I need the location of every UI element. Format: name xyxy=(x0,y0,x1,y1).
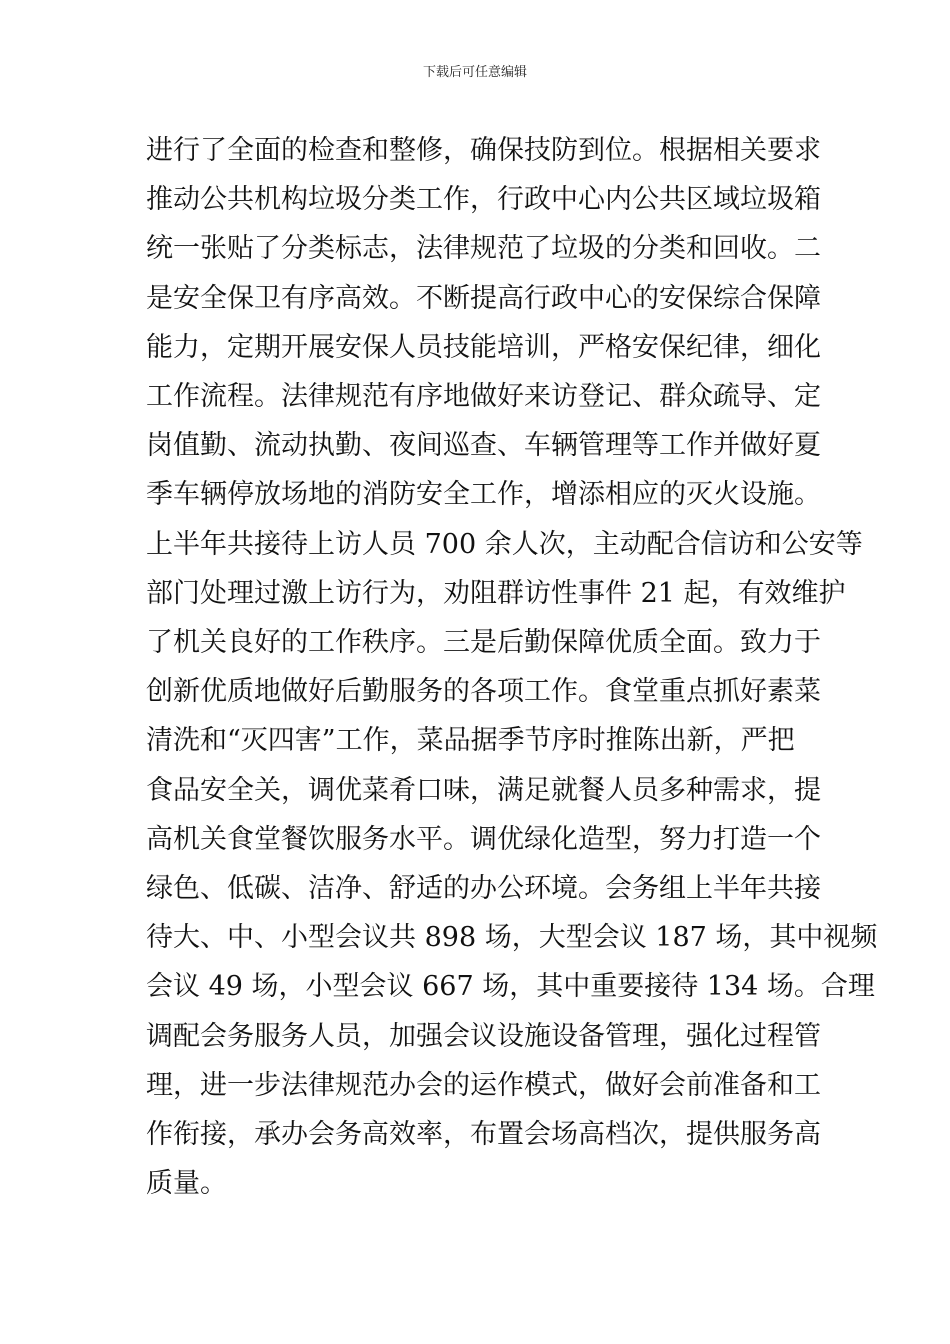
text-line: 会议 49 场，小型会议 667 场，其中重要接待 134 场。合理 xyxy=(146,971,875,1003)
text-line: 季车辆停放场地的消防安全工作，增添相应的灭火设施。 xyxy=(146,479,821,511)
text-line: 进行了全面的检查和整修，确保技防到位。根据相关要求 xyxy=(146,135,821,166)
text-line: 待大、中、小型会议共 898 场，大型会议 187 场，其中视频 xyxy=(146,922,878,954)
text-line: 能力，定期开展安保人员技能培训，严格安保纪律，细化 xyxy=(146,331,821,363)
text-line: 清洗和“灭四害”工作，菜品据季节序时推陈出新，严把 xyxy=(146,725,795,757)
text-line: 推动公共机构垃圾分类工作，行政中心内公共区域垃圾箱 xyxy=(146,184,821,216)
body-paragraph xyxy=(146,126,878,1208)
text-line: 上半年共接待上访人员 700 余人次，主动配合信访和公安等 xyxy=(146,528,863,560)
text-line: 是安全保卫有序高效。不断提高行政中心的安保综合保障 xyxy=(146,282,821,314)
text-line: 了机关良好的工作秩序。三是后勤保障优质全面。致力于 xyxy=(146,627,821,659)
text-line: 部门处理过激上访行为，劝阻群访性事件 21 起，有效维护 xyxy=(146,577,846,609)
text-line: 高机关食堂餐饮服务水平。调优绿化造型，努力打造一个 xyxy=(146,823,821,855)
text-line: 调配会务服务人员，加强会议设施设备管理，强化过程管 xyxy=(146,1020,821,1052)
text-line: 绿色、低碳、洁净、舒适的办公环境。会务组上半年共接 xyxy=(146,873,821,905)
text-line: 食品安全关，调优菜肴口味，满足就餐人员多种需求，提 xyxy=(146,774,821,806)
text-line: 岗值勤、流动执勤、夜间巡查、车辆管理等工作并做好夏 xyxy=(146,430,821,462)
text-line: 质量。 xyxy=(146,1168,227,1200)
text-line: 工作流程。法律规范有序地做好来访登记、群众疏导、定 xyxy=(146,381,821,413)
text-line: 理，进一步法律规范办会的运作模式，做好会前准备和工 xyxy=(146,1069,821,1101)
text-line: 作衔接，承办会务高效率，布置会场高档次，提供服务高 xyxy=(146,1119,821,1151)
text-line: 统一张贴了分类标志，法律规范了垃圾的分类和回收。二 xyxy=(146,233,821,265)
text-line: 创新优质地做好后勤服务的各项工作。食堂重点抓好素菜 xyxy=(146,676,821,708)
page-header: 下载后可任意编辑 xyxy=(422,65,527,80)
